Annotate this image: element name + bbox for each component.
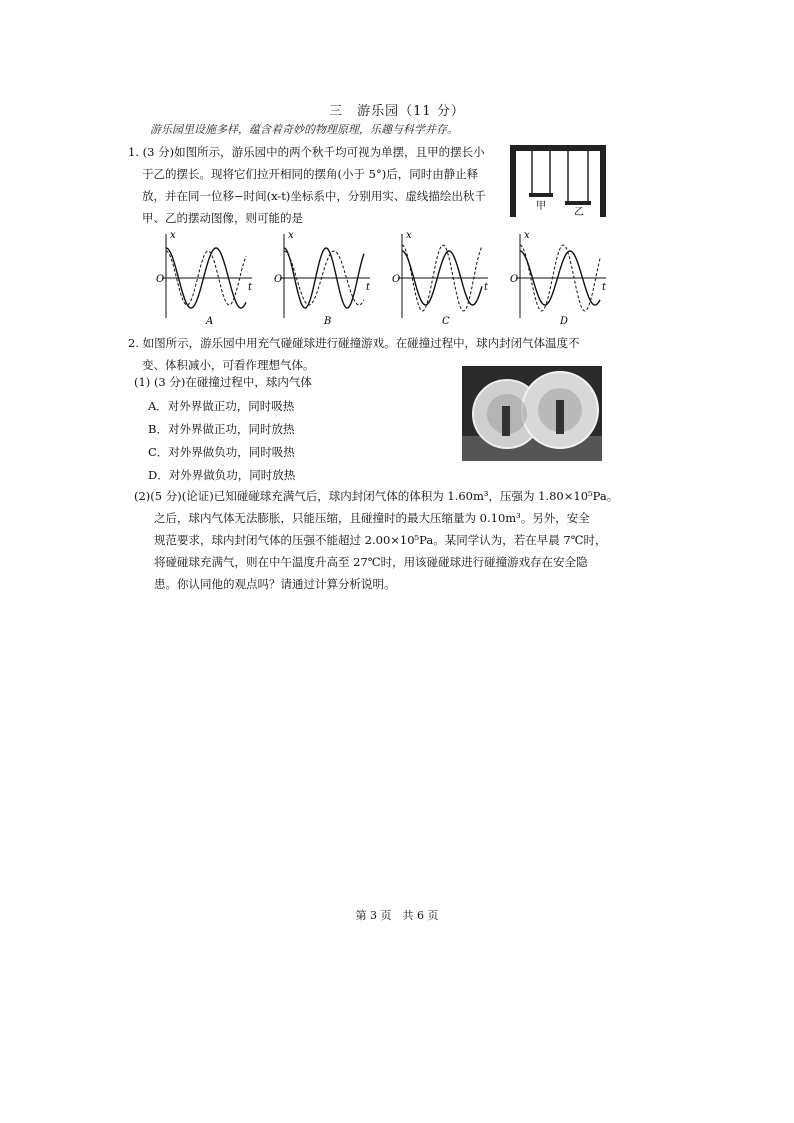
origin-label: O (274, 274, 283, 285)
option-a: A．对外界做正功，同时吸热 (148, 399, 295, 413)
graph-d (510, 230, 607, 327)
q2-sub2-line-1: (2)(5 分)(论证)已知碰碰球充满气后，球内封闭气体的体积为 1.60m³，压强为 1.80×10⁵Pa。 (134, 489, 619, 503)
bumper-ball-photo (462, 366, 602, 461)
q1-line-2: 于乙的摆长。现将它们拉开相同的摆角(小于 5°)后，同时由静止释 (142, 167, 479, 181)
option-d: D．对外界做负功，同时放热 (148, 468, 296, 482)
q2-line-1: 2. 如图所示，游乐园中用充气碰碰球进行碰撞游戏。在碰撞过程中，球内封闭气体温度不 (128, 336, 580, 350)
y-axis-label: x (288, 230, 294, 241)
q2-line-2: 变、体积减小，可看作理想气体。 (142, 358, 315, 372)
option-c: C．对外界做负功，同时吸热 (148, 445, 295, 459)
question-1-text (128, 141, 498, 229)
x-axis-label: t (248, 282, 253, 293)
swing-figure (508, 143, 608, 221)
page-footer: 第 3 页 共 6 页 (355, 909, 439, 922)
graph-b (274, 230, 371, 327)
graph-option-label: C (442, 316, 450, 327)
y-axis-label: x (170, 230, 176, 241)
q2-sub1: (1) (3 分)在碰撞过程中，球内气体 (134, 375, 312, 389)
x-axis-label: t (484, 282, 489, 293)
graph-c (392, 230, 489, 327)
graph-a (156, 230, 253, 327)
q2-sub2-line-4: 将碰碰球充满气，则在中午温度升高至 27℃时，用该碰碰球进行碰撞游戏存在安全隐 (154, 555, 588, 569)
option-b: B．对外界做正功，同时放热 (148, 422, 295, 436)
x-axis-label: t (366, 282, 371, 293)
graph-option-label: B (324, 316, 332, 327)
origin-label: O (156, 274, 165, 285)
q1-line-3: 放，并在同一位移−时间(x-t)坐标系中，分别用实、虚线描绘出秋千 (142, 189, 486, 203)
q2-sub2-line-2: 之后，球内气体无法膨胀，只能压缩，且碰撞时的最大压缩量为 0.10m³。另外，安全 (154, 511, 590, 525)
graph-options (150, 228, 610, 332)
q1-line-1: 1. (3 分)如图所示，游乐园中的两个秋千均可视为单摆，且甲的摆长小 (128, 145, 485, 159)
origin-label: O (392, 274, 401, 285)
section-title: 三 游乐园（11 分） (329, 104, 465, 119)
q2-sub2-line-3: 规范要求，球内封闭气体的压强不能超过 2.00×10⁵Pa。某同学认为，若在早晨 7℃时， (154, 533, 607, 547)
graph-option-label: A (206, 316, 214, 327)
q2-sub2-line-5: 患。你认同他的观点吗？请通过计算分析说明。 (154, 577, 396, 591)
swing-label-yi: 乙 (574, 207, 584, 217)
origin-label: O (510, 274, 519, 285)
y-axis-label: x (524, 230, 530, 241)
q2-sub2 (134, 485, 619, 595)
swing-label-jia: 甲 (536, 201, 546, 212)
x-axis-label: t (602, 282, 607, 293)
y-axis-label: x (406, 230, 412, 241)
q1-line-4: 甲、乙的摆动图像，则可能的是 (142, 211, 303, 225)
section-intro: 游乐园里设施多样，蕴含着奇妙的物理原理，乐趣与科学并存。 (150, 123, 458, 136)
graph-option-label: D (560, 316, 569, 327)
